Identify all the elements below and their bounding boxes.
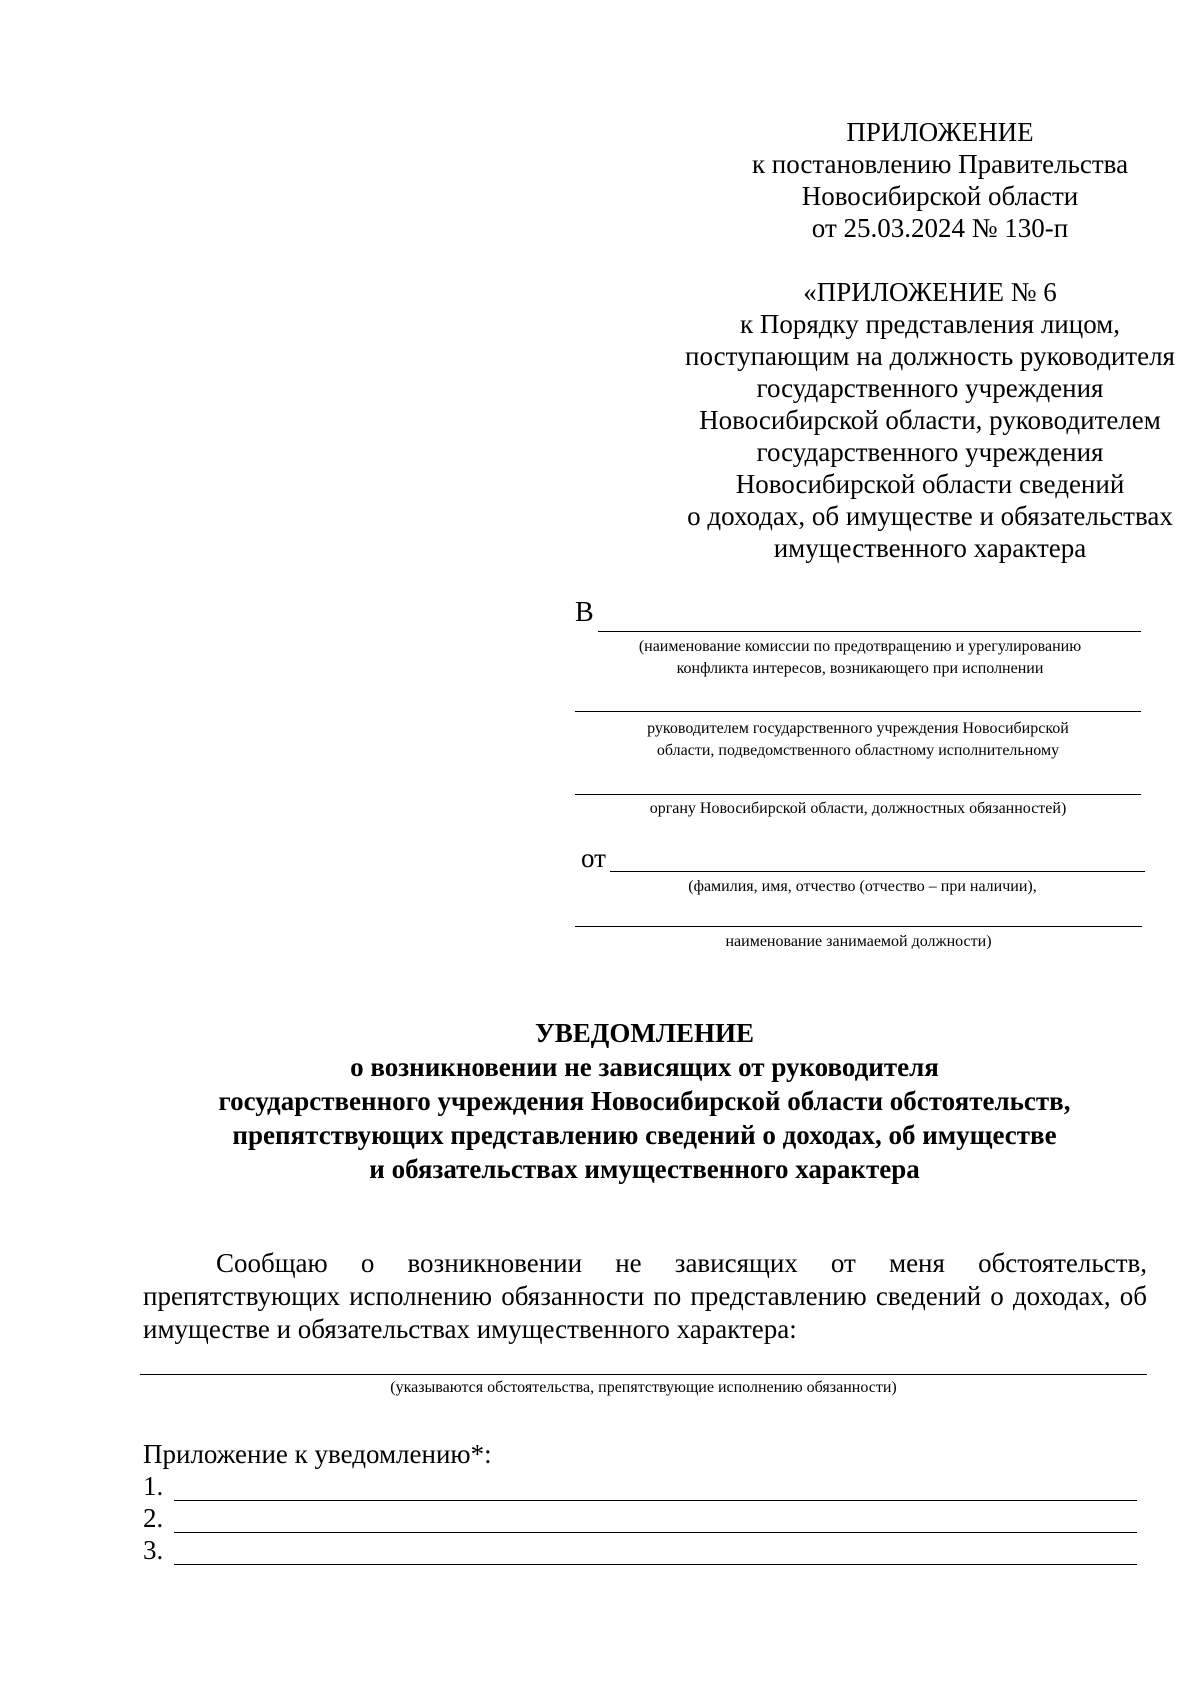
attachment-number: 2. [143, 1503, 164, 1533]
appendix-header [700, 116, 1180, 244]
circumstances-field[interactable] [140, 1374, 1147, 1375]
appendix-6-line: «ПРИЛОЖЕНИЕ № 6 [803, 277, 1057, 307]
caption-line: (наименование комиссии по предотвращению и урегулированию [638, 638, 1082, 655]
attachment-field-2[interactable] [174, 1532, 1137, 1533]
position-field[interactable] [575, 926, 1142, 927]
caption-line: (фамилия, имя, отчество (отчество – при наличии), [688, 878, 1037, 895]
body-first-line: Сообщаю о возникновении не зависящих от меня обстоятельств, [216, 1248, 1147, 1278]
from-prefix: от [581, 843, 606, 873]
appendix-title: ПРИЛОЖЕНИЕ [846, 117, 1034, 147]
caption-line: наименование занимаемой должности) [725, 933, 992, 950]
full-name-field[interactable] [610, 871, 1145, 872]
notice-subtitle-line: о возникновении не зависящих от руководителя [350, 1052, 939, 1082]
caption-line: органу Новосибирской области, должностных обязанностей) [649, 800, 1067, 817]
attachment-number: 1. [143, 1471, 164, 1501]
body-rest: препятствующих исполнению обязанности по представлению сведений о доходах, об имуществе и обязательствах имущественного характера: [143, 1281, 1147, 1344]
notice-body [143, 1247, 1147, 1346]
full-name-caption [610, 876, 1115, 898]
appendix-6-line: государственного учреждения [756, 437, 1104, 467]
circumstances-caption [140, 1377, 1147, 1399]
attachments-label: Приложение к уведомлению*: [143, 1439, 492, 1469]
appendix-date-number: от 25.03.2024 № 130-п [811, 213, 1069, 243]
appendix-6-line: о доходах, об имуществе и обязательствах [687, 501, 1173, 531]
appendix-line-3: Новосибирской области [801, 181, 1079, 211]
caption-line: руководителем государственного учреждения Новосибирской [647, 720, 1069, 737]
to-prefix: В [575, 597, 594, 628]
commission-name-field-3[interactable] [575, 794, 1141, 795]
commission-name-field-2[interactable] [575, 711, 1141, 712]
notice-title [60, 1016, 1200, 1186]
notice-subtitle-line: и обязательствах имущественного характера [369, 1154, 920, 1184]
appendix-6-line: государственного учреждения [756, 373, 1104, 403]
appendix-6-line: Новосибирской области сведений [735, 469, 1125, 499]
commission-caption [575, 636, 1145, 680]
attachment-field-1[interactable] [174, 1500, 1137, 1501]
attachment-field-3[interactable] [174, 1564, 1137, 1565]
appendix-6-line: Новосибирской области, руководителем [699, 405, 1161, 435]
notice-subtitle-line: государственного учреждения Новосибирской области обстоятельств, [218, 1086, 1071, 1116]
caption-line: конфликта интересов, возникающего при исполнении [676, 660, 1044, 677]
caption-line: (указываются обстоятельства, препятствующие исполнению обязанности) [390, 1379, 897, 1396]
commission-caption-3 [575, 798, 1141, 820]
notice-heading: УВЕДОМЛЕНИЕ [534, 1018, 755, 1048]
commission-caption-2 [575, 718, 1141, 762]
position-caption [575, 931, 1142, 953]
caption-line: области, подведомственного областному исполнительному [656, 742, 1060, 759]
appendix-6-line: имущественного характера [773, 533, 1087, 563]
appendix-line-2: к постановлению Правительства [751, 149, 1129, 179]
appendix-6-line: поступающим на должность руководителя [685, 341, 1175, 371]
commission-name-field[interactable] [598, 631, 1141, 632]
attachment-number: 3. [143, 1535, 164, 1565]
appendix-6-block [600, 276, 1200, 564]
notice-subtitle-line: препятствующих представлению сведений о доходах, об имуществе [232, 1120, 1057, 1150]
appendix-6-line: к Порядку представления лицом, [739, 309, 1121, 339]
